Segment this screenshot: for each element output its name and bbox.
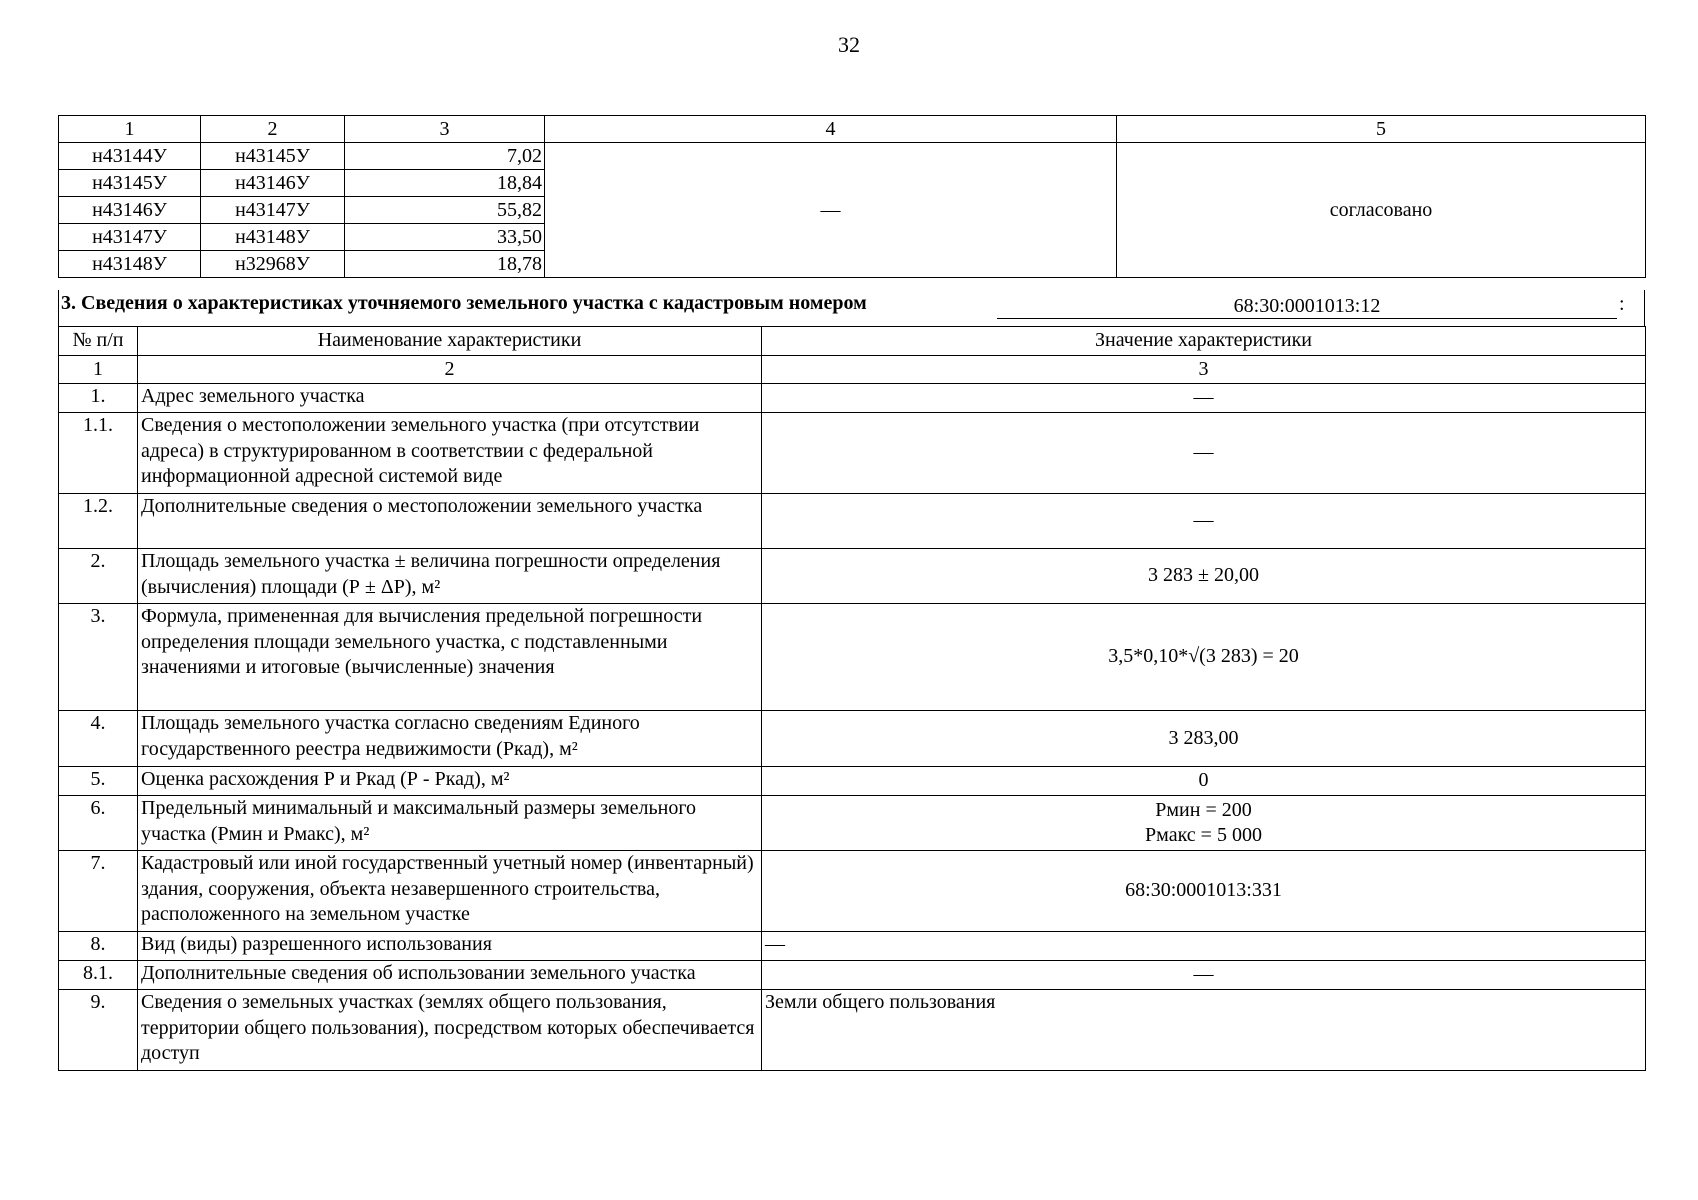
table-row	[59, 796, 1646, 851]
row-value: —	[762, 961, 1646, 990]
max-size: Рмакс = 5 000	[1145, 824, 1262, 846]
row-number: 1.1.	[59, 413, 138, 494]
row-number: 7.	[59, 851, 138, 932]
row-name: Оценка расхождения Р и Ркад (Р - Ркад), м²	[138, 767, 762, 796]
table-row	[59, 932, 1646, 961]
section-title: 3. Сведения о характеристиках уточняемого земельного участка с кадастровым номером	[61, 292, 867, 314]
header-cell: 1	[59, 116, 201, 143]
row-name: Площадь земельного участка согласно сведениям Единого государственного реестра недвижимости (Ркад), м²	[138, 711, 762, 767]
row-number: 6.	[59, 796, 138, 851]
table-row	[59, 711, 1646, 767]
segment-length: 7,02	[345, 143, 545, 170]
row-value: Земли общего пользования	[762, 990, 1646, 1071]
header-number: № п/п	[59, 327, 138, 356]
row-number: 9.	[59, 990, 138, 1071]
row-value: 68:30:0001013:331	[762, 851, 1646, 932]
numbering-cell: 1	[59, 356, 138, 384]
segment-length: 18,78	[345, 251, 545, 278]
row-name: Сведения о земельных участках (землях общего пользования, территории общего пользования), посредством которых обеспечивается доступ	[138, 990, 762, 1071]
row-number: 1.2.	[59, 494, 138, 549]
table-row	[59, 851, 1646, 932]
header-cell: 5	[1117, 116, 1646, 143]
table-row	[59, 604, 1646, 711]
row-number: 5.	[59, 767, 138, 796]
point-to: н43146У	[201, 170, 345, 197]
row-value: —	[762, 413, 1646, 494]
row-value: —	[762, 932, 1646, 961]
row-name: Площадь земельного участка ± величина погрешности определения (вычисления) площади (Р ± ΔР), м²	[138, 549, 762, 604]
row-value: 0	[762, 767, 1646, 796]
row-value-multiline	[762, 796, 1646, 851]
row-name: Формула, примененная для вычисления предельной погрешности определения площади земельного участка, с подставленными значениями и итоговые (вычисленные) значения	[138, 604, 762, 711]
table-row	[59, 549, 1646, 604]
segment-length: 18,84	[345, 170, 545, 197]
point-from: н43145У	[59, 170, 201, 197]
col4-merged-cell: —	[545, 143, 1117, 278]
row-name: Дополнительные сведения о местоположении земельного участка	[138, 494, 762, 549]
point-from: н43147У	[59, 224, 201, 251]
table-row	[59, 494, 1646, 549]
numbering-cell: 3	[762, 356, 1646, 384]
section-header	[58, 290, 1645, 327]
row-name: Сведения о местоположении земельного участка (при отсутствии адреса) в структурированном в соответствии с федеральной информационной адресной системой виде	[138, 413, 762, 494]
table-row	[59, 961, 1646, 990]
min-size: Рмин = 200	[1155, 798, 1252, 821]
numbering-row	[59, 356, 1646, 384]
table-header-row	[59, 327, 1646, 356]
point-from: н43144У	[59, 143, 201, 170]
point-to: н32968У	[201, 251, 345, 278]
row-number: 1.	[59, 384, 138, 413]
row-name: Дополнительные сведения об использовании земельного участка	[138, 961, 762, 990]
header-cell: 4	[545, 116, 1117, 143]
row-number: 8.1.	[59, 961, 138, 990]
point-to: н43148У	[201, 224, 345, 251]
row-value: —	[762, 384, 1646, 413]
row-name: Вид (виды) разрешенного использования	[138, 932, 762, 961]
row-number: 8.	[59, 932, 138, 961]
row-number: 3.	[59, 604, 138, 711]
table-row	[59, 384, 1646, 413]
characteristics-table	[58, 326, 1646, 1071]
row-value: 3 283 ± 20,00	[762, 549, 1646, 604]
point-to: н43145У	[201, 143, 345, 170]
agreement-status: согласовано	[1117, 143, 1646, 278]
segment-length: 33,50	[345, 224, 545, 251]
section-colon: :	[1619, 293, 1625, 315]
row-name: Кадастровый или иной государственный учетный номер (инвентарный) здания, сооружения, объекта незавершенного строительства, расположенного на земельном участке	[138, 851, 762, 932]
header-name: Наименование характеристики	[138, 327, 762, 356]
row-name: Предельный минимальный и максимальный размеры земельного участка (Рмин и Рмакс), м²	[138, 796, 762, 851]
point-to: н43147У	[201, 197, 345, 224]
point-from: н43146У	[59, 197, 201, 224]
page-number: 32	[838, 32, 860, 57]
segment-length: 55,82	[345, 197, 545, 224]
header-value: Значение характеристики	[762, 327, 1646, 356]
row-name: Адрес земельного участка	[138, 384, 762, 413]
table-row	[59, 990, 1646, 1071]
cadastral-number: 68:30:0001013:12	[997, 294, 1617, 319]
row-number: 4.	[59, 711, 138, 767]
header-cell: 3	[345, 116, 545, 143]
numbering-cell: 2	[138, 356, 762, 384]
table-row	[59, 767, 1646, 796]
row-value: 3,5*0,10*√(3 283) = 20	[762, 604, 1646, 711]
row-value: —	[762, 494, 1646, 549]
header-cell: 2	[201, 116, 345, 143]
row-number: 2.	[59, 549, 138, 604]
row-value: 3 283,00	[762, 711, 1646, 767]
table-row	[59, 413, 1646, 494]
point-from: н43148У	[59, 251, 201, 278]
table-header-row	[59, 116, 1646, 143]
table-row	[59, 143, 1646, 170]
segments-table	[58, 115, 1646, 278]
